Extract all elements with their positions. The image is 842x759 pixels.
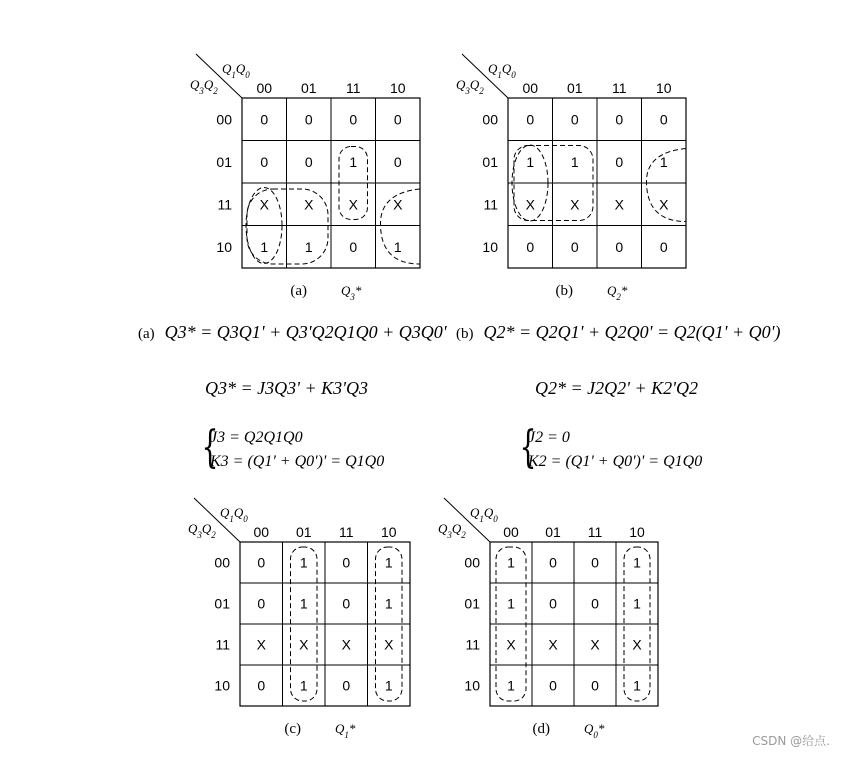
row-header: 01 xyxy=(214,595,230,612)
kmap-cell: 0 xyxy=(615,153,624,170)
equation-a-expr: Q3* = Q3Q1' + Q3'Q2Q1Q0 + Q3Q0' xyxy=(164,322,447,342)
row-header: 11 xyxy=(217,196,232,213)
row-header: 00 xyxy=(464,554,480,571)
kmap-cell: 0 xyxy=(570,238,579,255)
col-header: 01 xyxy=(566,80,583,96)
watermark: CSDN @给点. xyxy=(752,734,830,748)
kmap-c xyxy=(188,498,410,740)
kmap-cell: X xyxy=(632,636,642,653)
j3-equation: J3 = Q2Q1Q0 xyxy=(210,429,303,446)
kmap-cell: 0 xyxy=(549,677,557,694)
row-header: 10 xyxy=(216,238,232,255)
equation-a-label: (a) xyxy=(138,326,155,342)
caption-var: $Q_3*$ xyxy=(341,283,362,302)
kmap-cell: 0 xyxy=(549,595,557,612)
k3-equation: K3 = (Q1' + Q0')' = Q1Q0 xyxy=(210,453,385,470)
kmap-cell: 0 xyxy=(570,111,579,128)
row-var-label: $Q_3Q_2$ xyxy=(190,77,218,96)
kmap-cell: 0 xyxy=(342,677,351,694)
row-header: 10 xyxy=(214,677,230,694)
kmap-b xyxy=(456,54,686,302)
col-header: 11 xyxy=(345,80,361,96)
kmap-cell: 0 xyxy=(526,111,535,128)
col-var-label: $Q_1Q_0$ xyxy=(220,505,248,524)
kmap-cell: 1 xyxy=(570,153,579,170)
kmap-cell: 0 xyxy=(342,554,351,571)
kmap-cell: 0 xyxy=(260,153,269,170)
kmap-cell: 0 xyxy=(659,238,668,255)
kmap-cell: X xyxy=(393,196,403,213)
kmap-cell: X xyxy=(548,636,558,653)
col-header: 01 xyxy=(545,524,561,540)
kmap-cell: 1 xyxy=(507,554,515,571)
kmap-cell: 1 xyxy=(304,238,313,255)
row-header: 11 xyxy=(483,196,498,213)
caption-var: $Q_1*$ xyxy=(335,721,356,740)
row-header: 00 xyxy=(216,111,232,128)
row-var-label: $Q_3Q_2$ xyxy=(188,521,216,540)
col-header: 10 xyxy=(380,524,397,540)
kmap-cell: 1 xyxy=(633,677,641,694)
row-header: 10 xyxy=(464,677,480,694)
kmap-cell: 1 xyxy=(349,153,358,170)
kmap-cell: 0 xyxy=(304,153,313,170)
kmap-cell: 0 xyxy=(257,677,266,694)
kmap-cell: 0 xyxy=(526,238,535,255)
caption-label: (d) xyxy=(532,721,550,737)
kmap-cell: 0 xyxy=(257,595,266,612)
row-header: 01 xyxy=(482,153,498,170)
kmap-cell: X xyxy=(259,196,269,213)
caption-var: $Q_0*$ xyxy=(584,721,605,740)
row-header: 00 xyxy=(214,554,230,571)
kmap-cell: 1 xyxy=(384,554,393,571)
kmap-cell: 0 xyxy=(342,595,351,612)
kmap-cell: X xyxy=(590,636,600,653)
caption-label: (b) xyxy=(555,283,573,299)
row-header: 11 xyxy=(465,636,480,653)
kmap-cell: 0 xyxy=(349,238,358,255)
kmap-cell: 1 xyxy=(633,554,641,571)
kmap-cell: 0 xyxy=(393,111,402,128)
row-header: 01 xyxy=(464,595,480,612)
equation-b xyxy=(456,322,780,343)
brace-icon: { xyxy=(201,422,219,473)
kmap-cell: 1 xyxy=(526,153,535,170)
caption-label: (a) xyxy=(290,283,307,299)
kmap-cell: X xyxy=(256,636,266,653)
kmap-cell: X xyxy=(348,196,358,213)
excitation-system-3 xyxy=(201,422,385,474)
characteristic-eq-q2: Q2* = J2Q2' + K2'Q2 xyxy=(535,378,698,398)
col-header: 11 xyxy=(587,524,603,540)
kmap-cell: 1 xyxy=(393,238,402,255)
row-header: 00 xyxy=(482,111,498,128)
kmap-cell: X xyxy=(299,636,309,653)
col-header: 01 xyxy=(295,524,312,540)
col-header: 01 xyxy=(300,80,317,96)
kmap-cell: X xyxy=(384,636,394,653)
kmap-cell: 0 xyxy=(615,111,624,128)
kmap-d xyxy=(438,498,658,740)
equation-a xyxy=(138,322,447,343)
kmap-cell: 0 xyxy=(349,111,358,128)
row-var-label: $Q_3Q_2$ xyxy=(438,521,466,540)
equation-b-label: (b) xyxy=(456,326,474,342)
kmap-cell: 0 xyxy=(615,238,624,255)
col-header: 00 xyxy=(522,80,539,96)
row-header: 01 xyxy=(216,153,232,170)
kmap-cell: X xyxy=(304,196,314,213)
kmap-cell: X xyxy=(525,196,535,213)
kmap-cell: 1 xyxy=(299,554,308,571)
k2-equation: K2 = (Q1' + Q0')' = Q1Q0 xyxy=(528,453,703,470)
caption-var: $Q_2*$ xyxy=(607,283,628,302)
col-header: 11 xyxy=(338,524,354,540)
col-header: 00 xyxy=(503,524,519,540)
kmap-cell: 1 xyxy=(507,677,515,694)
col-header: 10 xyxy=(655,80,672,96)
row-var-label: $Q_3Q_2$ xyxy=(456,77,484,96)
kmap-cell: 1 xyxy=(659,153,668,170)
kmap-cell: 0 xyxy=(549,554,557,571)
kmap-cell: 1 xyxy=(260,238,269,255)
equation-b-expr: Q2* = Q2Q1' + Q2Q0' = Q2(Q1' + Q0') xyxy=(483,322,781,342)
caption-label: (c) xyxy=(284,721,301,737)
row-header: 10 xyxy=(482,238,498,255)
col-header: 00 xyxy=(256,80,273,96)
kmap-a xyxy=(190,54,420,302)
kmap-cell: 0 xyxy=(257,554,266,571)
kmap-cell: 0 xyxy=(659,111,668,128)
kmap-cell: X xyxy=(506,636,516,653)
j2-equation: J2 = 0 xyxy=(528,429,570,446)
kmap-cell: 0 xyxy=(591,677,599,694)
kmap-cell: X xyxy=(341,636,351,653)
col-header: 10 xyxy=(629,524,645,540)
col-header: 11 xyxy=(611,80,627,96)
kmap-cell: 0 xyxy=(591,595,599,612)
row-header: 11 xyxy=(215,636,230,653)
kmap-cell: X xyxy=(614,196,624,213)
kmap-cell: 0 xyxy=(260,111,269,128)
col-var-label: $Q_1Q_0$ xyxy=(470,505,498,524)
kmap-cell: 1 xyxy=(384,677,393,694)
col-header: 10 xyxy=(389,80,406,96)
kmap-cell: 1 xyxy=(507,595,515,612)
kmap-cell: 1 xyxy=(384,595,393,612)
excitation-system-2 xyxy=(519,422,703,474)
brace-icon: { xyxy=(519,422,537,473)
col-var-label: $Q_1Q_0$ xyxy=(488,61,516,80)
kmap-cell: 0 xyxy=(591,554,599,571)
col-header: 00 xyxy=(253,524,270,540)
kmap-cell: X xyxy=(659,196,669,213)
characteristic-eq-q3: Q3* = J3Q3' + K3'Q3 xyxy=(205,378,368,398)
kmap-cell: 1 xyxy=(299,595,308,612)
kmap-cell: 1 xyxy=(299,677,308,694)
kmap-cell: X xyxy=(570,196,580,213)
kmap-cell: 0 xyxy=(393,153,402,170)
col-var-label: $Q_1Q_0$ xyxy=(222,61,250,80)
kmap-cell: 1 xyxy=(633,595,641,612)
kmap-cell: 0 xyxy=(304,111,313,128)
